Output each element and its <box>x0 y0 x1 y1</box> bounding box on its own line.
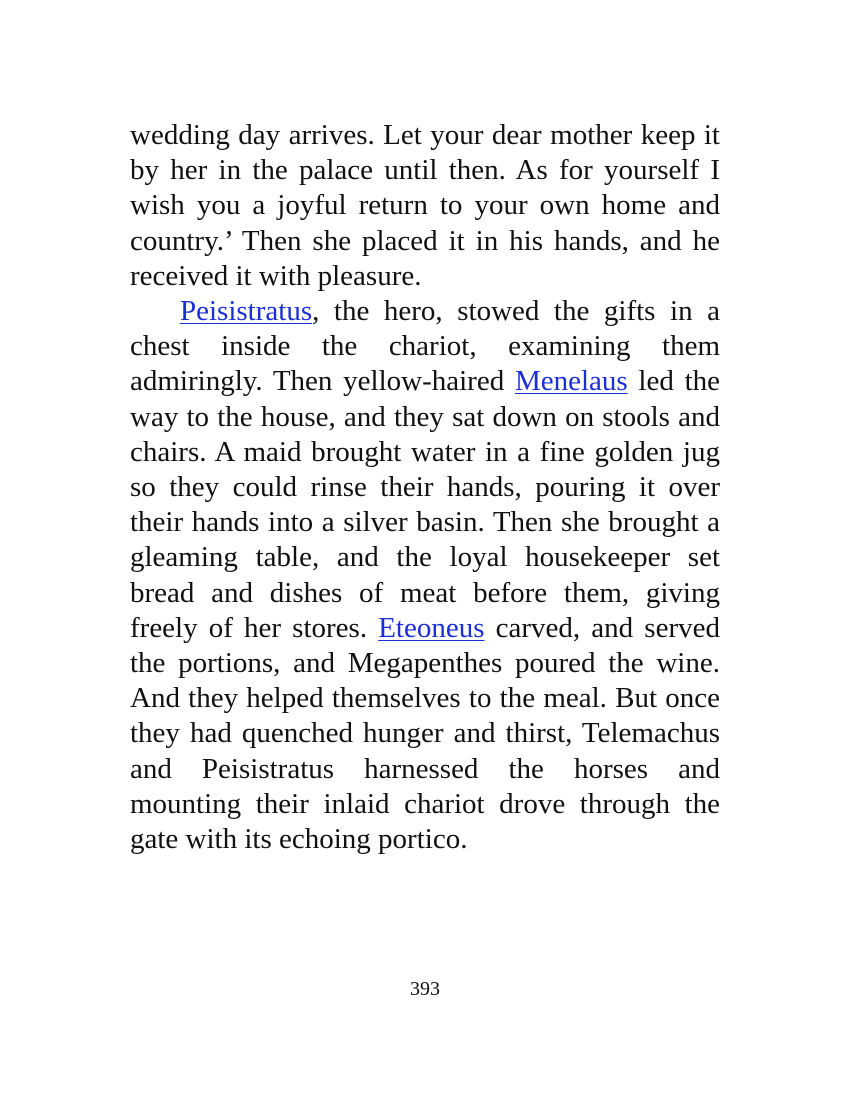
link-peisistratus[interactable]: Peisistratus <box>180 295 313 328</box>
paragraph-text-segment: carved, and served the portions, and Megapenthes poured the wine. And they helped themselves to the meal. But once they had quenched hunger and thirst, Telemachus and Peisistratus harnessed the horses and mounting their inlaid chariot drove through the gate with its echoing portico. <box>130 611 720 856</box>
page-number: 393 <box>410 978 440 1000</box>
paragraph-text-segment: led the way to the house, and they sat down on stools and chairs. A maid brought water in a fine golden jug so they could rinse their hands, pouring it over their hands into a silver basin. Then she brought a gleaming table, and the loyal housekeeper set bread and dishes of meat before them, giving freely of her stores. <box>130 365 721 644</box>
page-body <box>130 118 720 857</box>
paragraph-continuation: wedding day arrives. Let your dear mother keep it by her in the palace until then. As for yourself I wish you a joyful return to your own home and country.’ Then she placed it in his hands, and he received it with pleasure. <box>130 119 720 292</box>
link-menelaus[interactable]: Menelaus <box>514 365 628 398</box>
link-eteoneus[interactable]: Eteoneus <box>378 611 485 644</box>
paragraph-text-segment: , the hero, stowed the gifts in a chest inside the chariot, examining them admiringly. Then yellow-haired <box>130 295 720 398</box>
paragraph-main <box>130 294 720 857</box>
